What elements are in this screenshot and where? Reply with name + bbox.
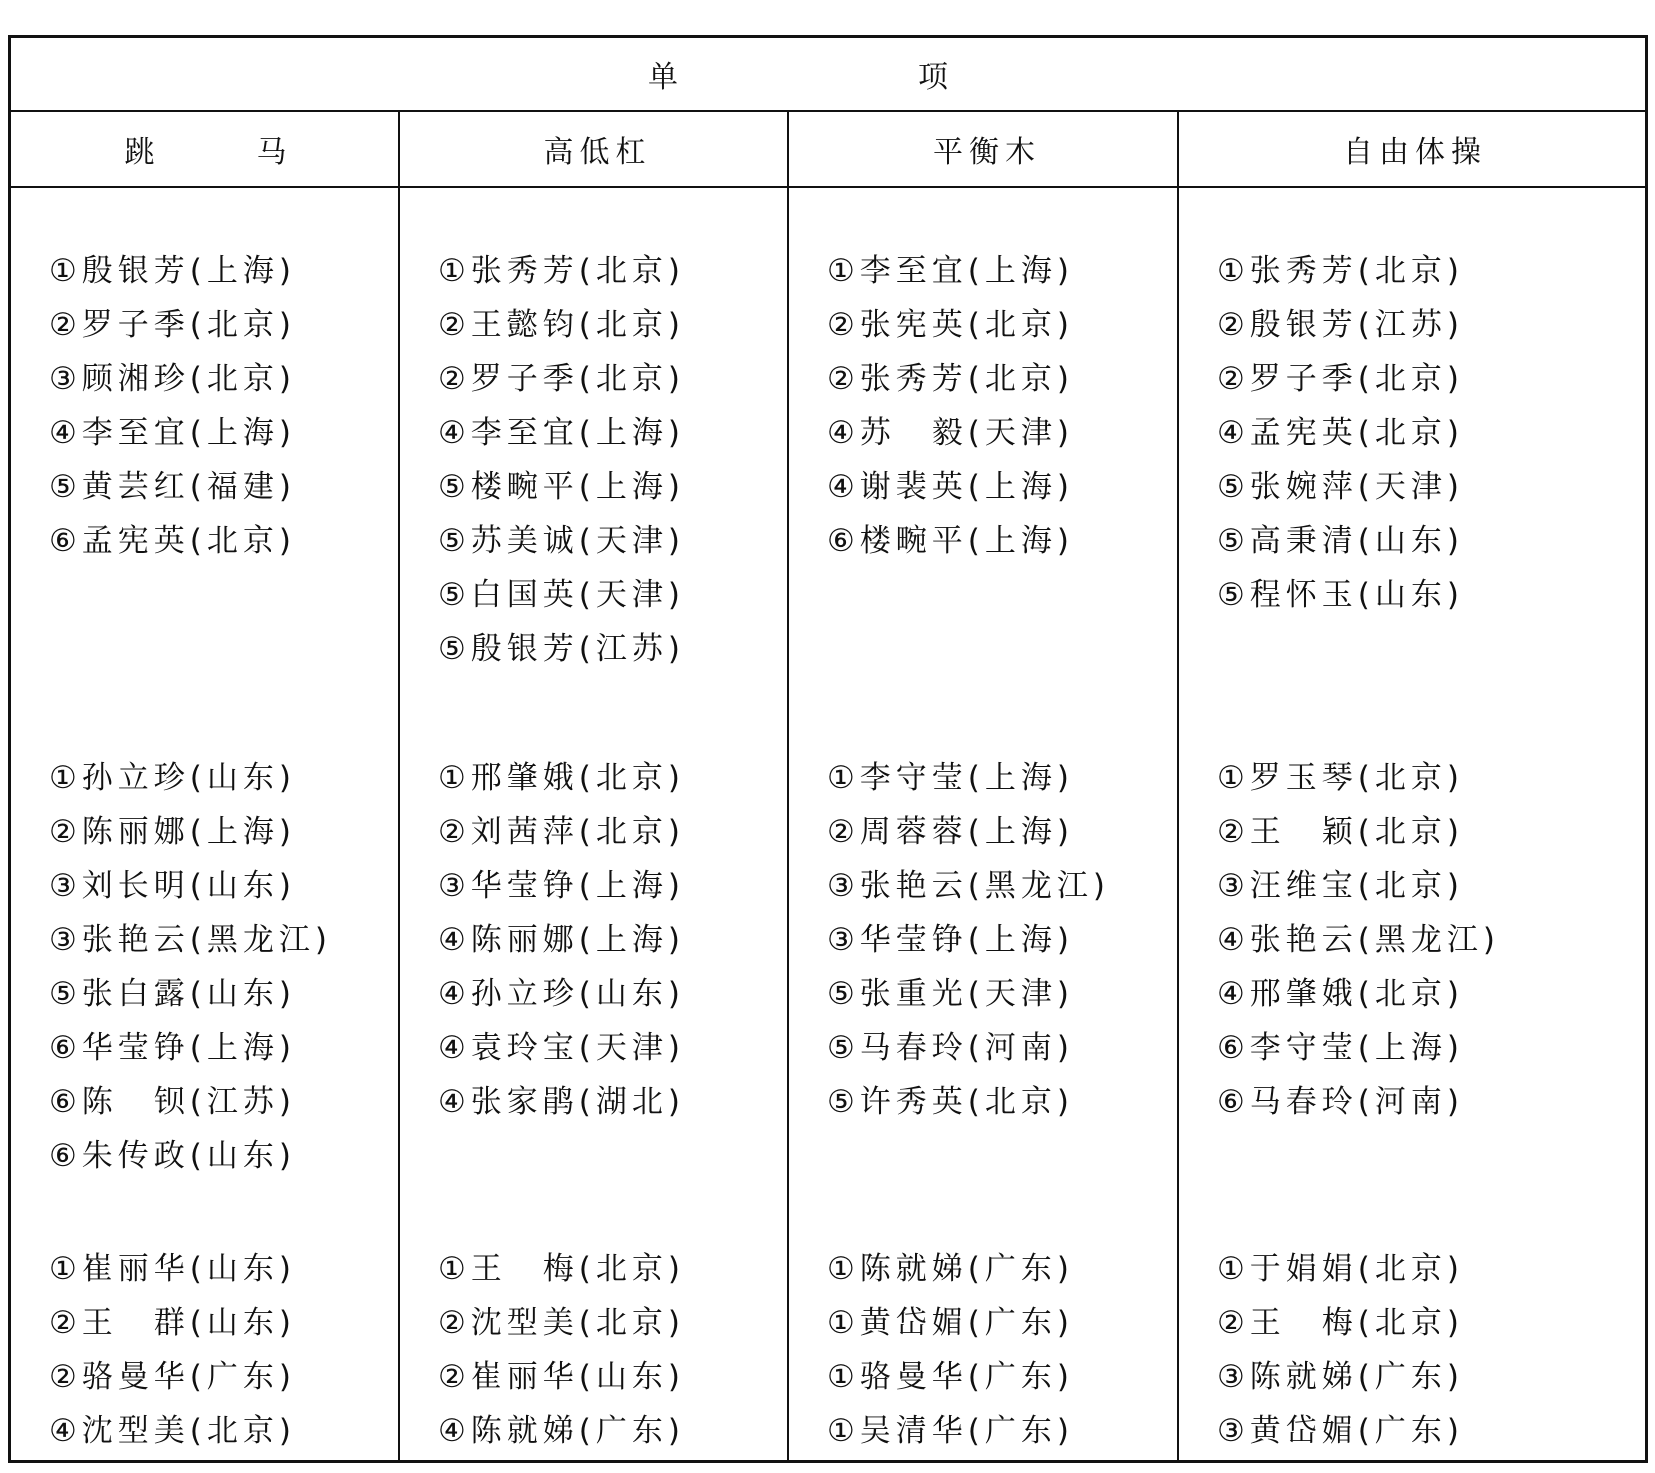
list-item: ⑥华莹铮(上海) [49,1030,296,1066]
list-item: ⑥楼畹平(上海) [827,523,1074,559]
list-item: ③刘长明(山东) [49,868,296,904]
list-item: ⑤张重光(天津) [827,976,1074,1012]
list-item: ②陈丽娜(上海) [49,814,296,850]
list-item: ②罗子季(北京) [1217,361,1464,397]
list-item: ②罗子季(北京) [438,361,685,397]
result-group [438,1242,685,1458]
column-balance-beam [789,190,1179,1460]
list-item: ④袁玲宝(天津) [438,1030,685,1066]
list-item: ④邢肇娥(北京) [1217,976,1464,1012]
list-item: ①张秀芳(北京) [438,253,685,289]
column-header-vault: 跳 马 [124,135,323,170]
table-body [11,190,1645,1460]
list-item: ②殷银芳(江苏) [1217,307,1464,343]
result-group [1217,751,1500,1129]
list-item: ①陈就娣(广东) [827,1251,1074,1287]
list-item: ④苏 毅(天津) [827,415,1074,451]
list-item: ⑤殷银芳(江苏) [438,631,685,667]
list-item: ⑤白国英(天津) [438,577,685,613]
list-item: ①罗玉琴(北京) [1217,760,1464,796]
list-item: ⑤张婉萍(天津) [1217,469,1464,505]
results-table [8,35,1648,1463]
list-item: ②王懿钧(北京) [438,307,685,343]
list-item: ④孙立珍(山东) [438,976,685,1012]
list-item: ④孟宪英(北京) [1217,415,1464,451]
list-item: ②刘茜萍(北京) [438,814,685,850]
list-item: ①李守莹(上海) [827,760,1074,796]
list-item: ③华莹铮(上海) [827,922,1074,958]
result-group [49,751,332,1183]
list-item: ①黄岱媚(广东) [827,1305,1074,1341]
list-item: ③黄岱媚(广东) [1217,1413,1464,1449]
list-item: ⑥李守莹(上海) [1217,1030,1464,1066]
column-header-uneven-bars: 高低杠 [543,135,652,170]
list-item: ⑤楼畹平(上海) [438,469,685,505]
result-group [438,751,685,1129]
list-item: ⑤黄芸红(福建) [49,469,296,505]
list-item: ⑤高秉清(山东) [1217,523,1464,559]
list-item: ⑤苏美诚(天津) [438,523,685,559]
list-item: ⑤程怀玉(山东) [1217,577,1464,613]
list-item: ①李至宜(上海) [827,253,1074,289]
list-item: ③汪维宝(北京) [1217,868,1464,904]
list-item: ①吴清华(广东) [827,1413,1074,1449]
list-item: ④陈就娣(广东) [438,1413,685,1449]
list-item: ①孙立珍(山东) [49,760,296,796]
result-group [827,751,1110,1129]
column-header-balance-beam: 平衡木 [933,135,1041,170]
result-group [827,1242,1074,1458]
result-group [827,244,1074,568]
result-group [49,1242,296,1458]
list-item: ③华莹铮(上海) [438,868,685,904]
result-group [1217,1242,1464,1458]
list-item: ⑤张白露(山东) [49,976,296,1012]
list-item: ④李至宜(上海) [49,415,296,451]
column-floor-exercise [1179,190,1645,1460]
list-item: ⑤马春玲(河南) [827,1030,1074,1066]
list-item: ③顾湘珍(北京) [49,361,296,397]
list-item: ⑥孟宪英(北京) [49,523,296,559]
list-item: ③张艳云(黑龙江) [49,922,332,958]
list-item: ①崔丽华(山东) [49,1251,296,1287]
list-item: ④张艳云(黑龙江) [1217,922,1500,958]
list-item: ①张秀芳(北京) [1217,253,1464,289]
list-item: ⑥陈 钡(江苏) [49,1084,296,1120]
list-item: ②王 群(山东) [49,1305,296,1341]
list-item: ②崔丽华(山东) [438,1359,685,1395]
list-item: ④陈丽娜(上海) [438,922,685,958]
list-item: ②骆曼华(广东) [49,1359,296,1395]
list-item: ④张家鹃(湖北) [438,1084,685,1120]
list-item: ①于娟娟(北京) [1217,1251,1464,1287]
list-item: ①王 梅(北京) [438,1251,685,1287]
list-item: ③陈就娣(广东) [1217,1359,1464,1395]
result-group [49,244,296,568]
result-group [1217,244,1464,622]
result-group [438,244,685,676]
list-item: ②张秀芳(北京) [827,361,1074,397]
list-item: ②周蓉蓉(上海) [827,814,1074,850]
list-item: ⑤许秀英(北京) [827,1084,1074,1120]
list-item: ④沈型美(北京) [49,1413,296,1449]
list-item: ②沈型美(北京) [438,1305,685,1341]
list-item: ②王 颖(北京) [1217,814,1464,850]
list-item: ①殷银芳(上海) [49,253,296,289]
list-item: ④李至宜(上海) [438,415,685,451]
list-item: ④谢裴英(上海) [827,469,1074,505]
column-uneven-bars [400,190,789,1460]
list-item: ①邢肇娥(北京) [438,760,685,796]
list-item: ②张宪英(北京) [827,307,1074,343]
column-header-row [11,112,1645,188]
list-item: ⑥朱传政(山东) [49,1138,296,1174]
list-item: ①骆曼华(广东) [827,1359,1074,1395]
list-item: ⑥马春玲(河南) [1217,1084,1464,1120]
column-header-floor-exercise: 自由体操 [1343,135,1487,170]
table-caption: 单 项 [11,38,1645,112]
list-item: ②王 梅(北京) [1217,1305,1464,1341]
list-item: ②罗子季(北京) [49,307,296,343]
list-item: ③张艳云(黑龙江) [827,868,1110,904]
column-vault [11,190,400,1460]
